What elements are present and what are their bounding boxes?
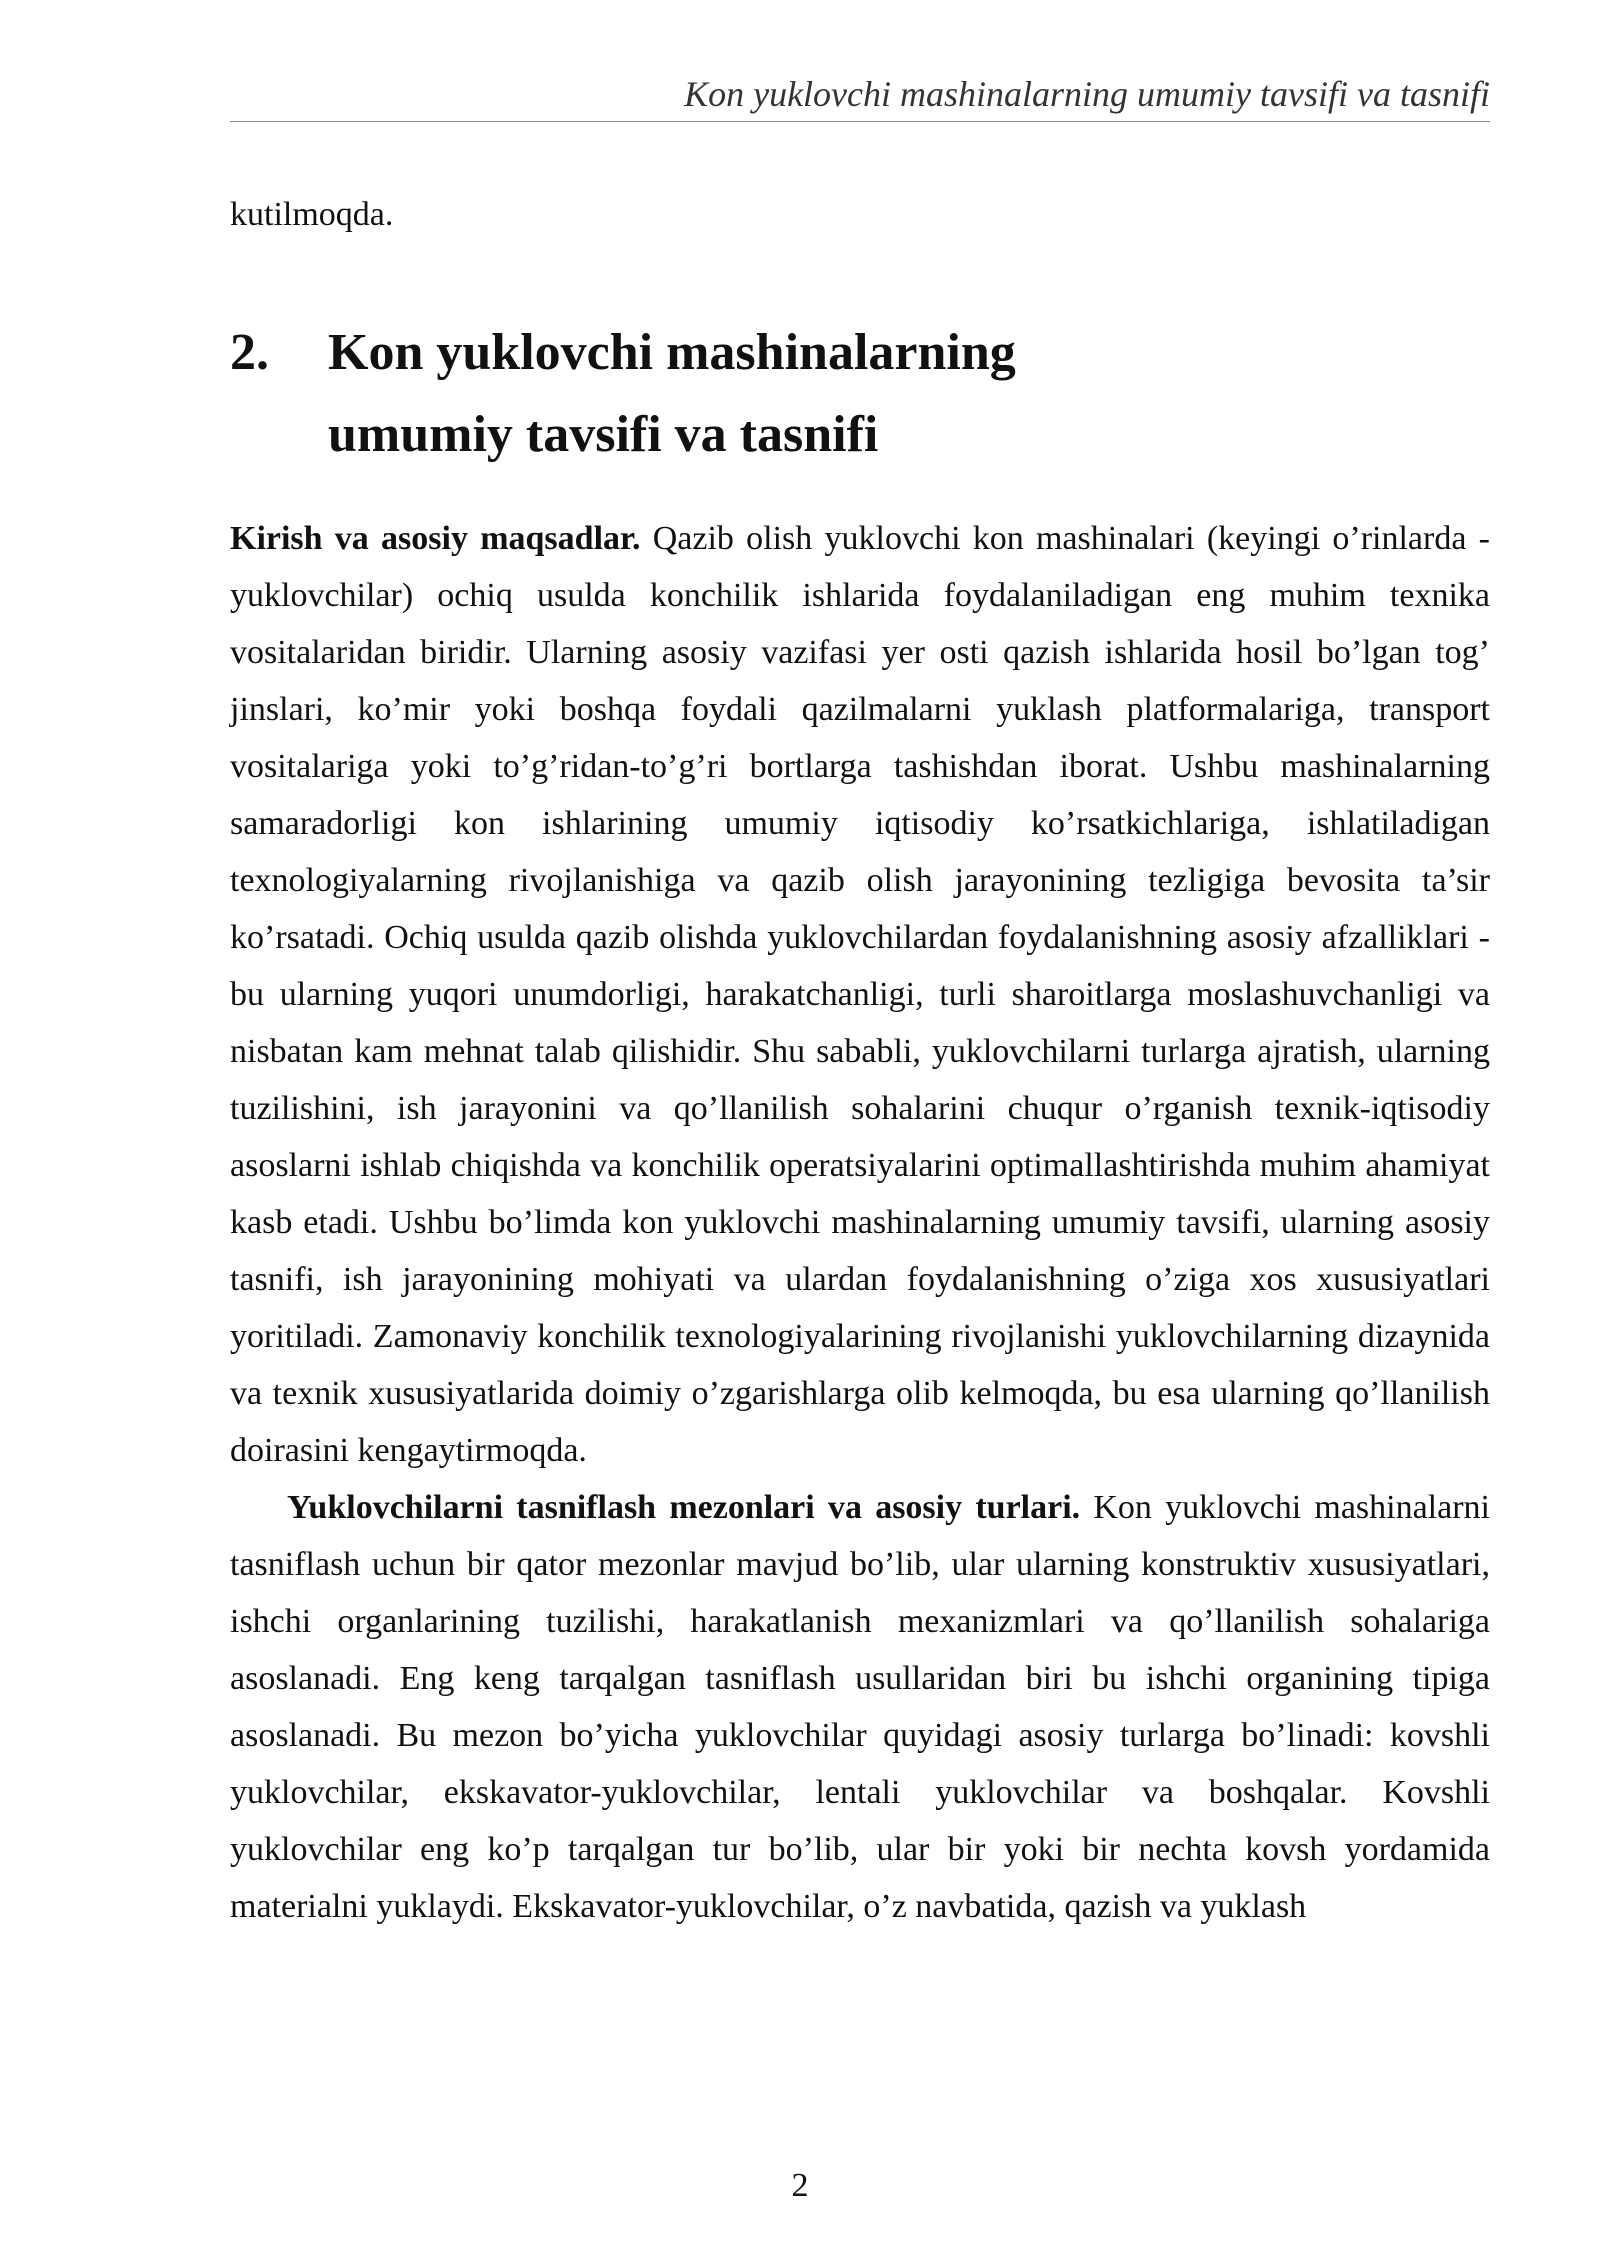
- running-header: Kon yuklovchi mashinalarning umumiy tavsifi va tasnifi: [684, 74, 1490, 114]
- paragraph-text: Kon yuklovchi mashinalarni tasniflash uchun bir qator mezonlar mavjud bo’lib, ular ularning konstruktiv xususiyatlari, ishchi organlarining tuzilishi, harakatlanish mexanizmlari va qo’llanilish sohalariga asoslanadi. Eng keng tarqalgan tasniflash usullaridan biri bu ishchi organining tipiga asoslanadi. Bu mezon bo’yicha yuklovchilar quyidagi asosiy turlarga bo’linadi: kovshli yuklovchilar, ekskavator-yuklovchilar, lentali yuklovchilar va boshqalar. Kovshli yuklovchilar eng ko’p tarqalgan tur bo’lib, ular bir yoki bir nechta kovsh yordamida materialni yuklaydi. Ekskavator-yuklovchilar, o’z navbatida, qazish va yuklash: [230, 1489, 1490, 1925]
- section-heading: [230, 312, 1490, 476]
- section-title: Kon yuklovchi mashinalarning umumiy tavsifi va tasnifi: [328, 324, 1016, 463]
- paragraph-lead: Yuklovchilarni tasniflash mezonlari va asosiy turlari.: [287, 1489, 1081, 1526]
- page-number: 2: [791, 2167, 809, 2204]
- paragraph-introduction: [230, 510, 1490, 1479]
- paragraph-text: Qazib olish yuklovchi kon mashinalari (keyingi o’rinlarda - yuklovchilar) ochiq usulda konchilik ishlarida foydalaniladigan eng muhim texnika vositalaridan biridir. Ularning asosiy vazifasi yer osti qazish ishlarida hosil bo’lgan tog’ jinslari, ko’mir yoki boshqa foydali qazilmalarni yuklash platformalariga, transport vositalariga yoki to’g’ridan-to’g’ri bortlarga tashishdan iborat. Ushbu mashinalarning samaradorligi kon ishlarining umumiy iqtisodiy ko’rsatkichlariga, ishlatiladigan texnologiyalarning rivojlanishiga va qazib olish jarayonining tezligiga bevosita ta’sir ko’rsatadi. Ochiq usulda qazib olishda yuklovchilardan foydalanishning asosiy afzalliklari - bu ularning yuqori unumdorligi, harakatchanligi, turli sharoitlarga moslashuvchanligi va nisbatan kam mehnat talab qilishidir. Shu sababli, yuklovchilarni turlarga ajratish, ularning tuzilishini, ish jarayonini va qo’llanilish sohalarini chuqur o’rganish texnik-iqtisodiy asoslarni ishlab chiqishda va konchilik operatsiyalarini optimallashtirishda muhim ahamiyat kasb etadi. Ushbu bo’limda kon yuklovchi mashinalarning umumiy tavsifi, ularning asosiy tasnifi, ish jarayonining mohiyati va ulardan foydalanishning o’ziga xos xususiyatlari yoritiladi. Zamonaviy konchilik texnologiyalarining rivojlanishi yuklovchilarning dizaynida va texnik xususiyatlarida doimiy o’zgarishlarga olib kelmoqda, bu esa ularning qo’llanilish doirasini kengaytirmoqda.: [230, 520, 1490, 1469]
- continuation-text: kutilmoqda.: [230, 196, 394, 233]
- paragraph-lead: Kirish va asosiy maqsadlar.: [230, 520, 641, 557]
- header-rule: [230, 121, 1490, 122]
- paragraph-classification: [230, 1479, 1490, 1935]
- section-number: 2.: [230, 324, 269, 381]
- body-paragraphs: [230, 510, 1490, 1935]
